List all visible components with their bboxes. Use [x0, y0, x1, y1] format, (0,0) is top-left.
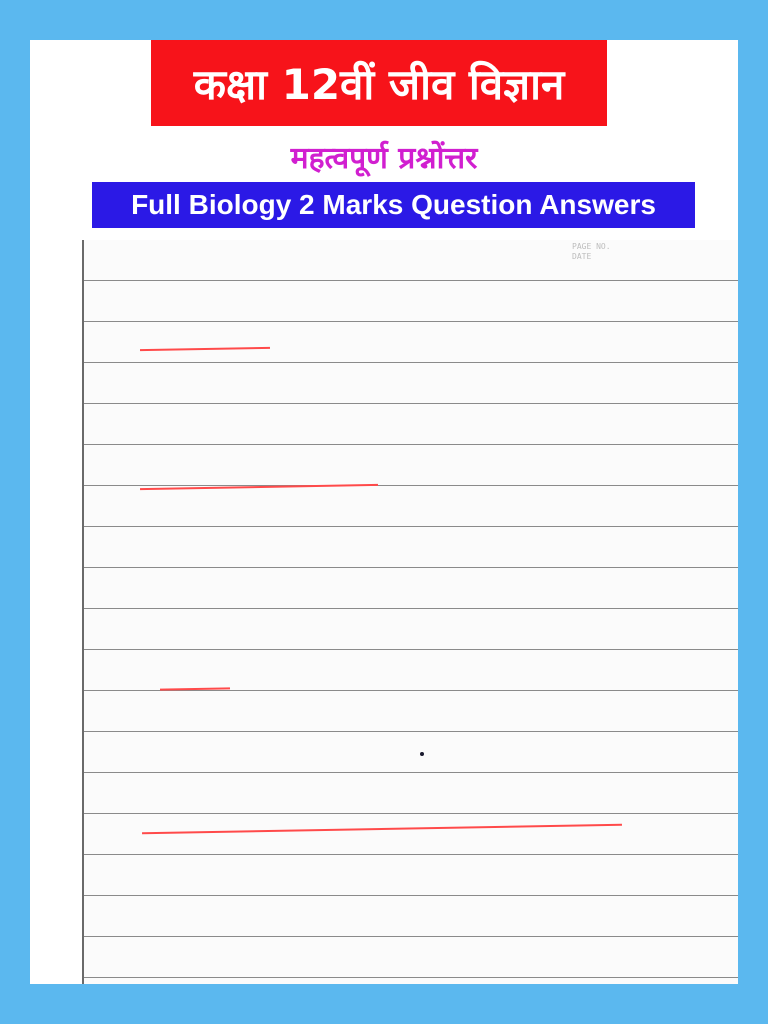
- underline-decoration: [160, 687, 230, 690]
- stamp-page-label: PAGE NO.: [572, 242, 611, 251]
- banner: [92, 182, 695, 228]
- document-frame: [30, 40, 738, 984]
- stamp-date-label: DATE: [572, 252, 592, 261]
- page-stamp: [572, 242, 710, 266]
- title-box: [151, 40, 607, 126]
- ink-dot: [420, 752, 424, 756]
- underline-decoration: [140, 347, 270, 351]
- underline-decoration: [142, 824, 622, 834]
- subtitle: महत्वपूर्ण प्रश्नोंत्तर: [290, 141, 478, 176]
- underline-decoration: [140, 484, 378, 490]
- banner-text: Full Biology 2 Marks Question Answers: [131, 189, 656, 220]
- handwritten-notebook-page: [82, 240, 738, 984]
- page-title: कक्षा 12वीं जीव विज्ञान: [193, 59, 565, 109]
